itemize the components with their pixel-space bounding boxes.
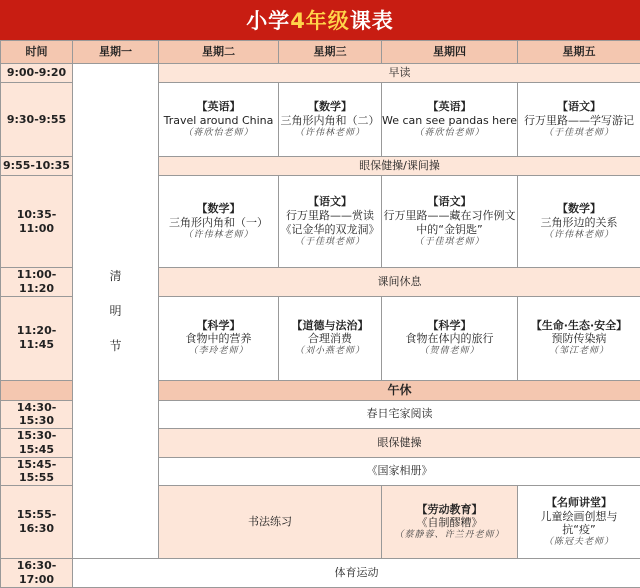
lesson-content: 食物中的营养 bbox=[159, 332, 278, 346]
time-cell: 14:30-15:30 bbox=[1, 400, 73, 429]
lesson-content-line2: 中的“金钥匙” bbox=[382, 223, 517, 237]
time-cell: 11:00-11:20 bbox=[1, 268, 73, 297]
table-row bbox=[1, 559, 640, 588]
time-cell: 10:35-11:00 bbox=[1, 176, 73, 268]
lesson-teacher: （许伟林老师） bbox=[518, 230, 640, 241]
lesson-content: We can see pandas here bbox=[382, 114, 517, 128]
span-cell: 课间休息 bbox=[159, 268, 640, 297]
time-cell: 15:55-16:30 bbox=[1, 486, 73, 559]
lesson-cell bbox=[382, 296, 518, 380]
lesson-cell bbox=[279, 83, 382, 157]
lesson-teacher: （李玲老师） bbox=[159, 346, 278, 357]
lesson-teacher: （于佳琪老师） bbox=[382, 237, 517, 248]
lesson-teacher: （蔡静蓉、许兰丹老师） bbox=[382, 530, 517, 541]
time-cell: 16:30-17:00 bbox=[1, 559, 73, 588]
lesson-cell bbox=[518, 296, 640, 380]
lesson-content: 行万里路——学写游记 bbox=[518, 114, 640, 128]
span-cell: 春日宅家阅读 bbox=[159, 400, 640, 429]
monday-holiday-cell bbox=[73, 64, 159, 559]
span-cell: 体育运动 bbox=[73, 559, 640, 588]
lesson-cell bbox=[279, 296, 382, 380]
lesson-subject: 【数学】 bbox=[518, 202, 640, 216]
title-part2: 课表 bbox=[350, 5, 394, 35]
time-cell: 15:45-15:55 bbox=[1, 457, 73, 486]
time-cell: 9:00-9:20 bbox=[1, 64, 73, 83]
header-wednesday: 星期三 bbox=[279, 41, 382, 64]
lesson-teacher: （于佳琪老师） bbox=[279, 237, 381, 248]
lesson-subject: 【劳动教育】 bbox=[382, 503, 517, 517]
lesson-subject: 【数学】 bbox=[159, 202, 278, 216]
lesson-content: 三角形内角和（一） bbox=[159, 216, 278, 230]
lesson-teacher: （贺倩老师） bbox=[382, 346, 517, 357]
lesson-subject: 【英语】 bbox=[159, 100, 278, 114]
lesson-content: 三角形内角和（二） bbox=[279, 114, 381, 128]
header-friday: 星期五 bbox=[518, 41, 640, 64]
lesson-cell bbox=[159, 296, 279, 380]
lesson-content: 《自制醪糟》 bbox=[382, 516, 517, 530]
monday-char: 清 bbox=[109, 269, 121, 284]
lesson-subject: 【数学】 bbox=[279, 100, 381, 114]
schedule-table bbox=[0, 40, 640, 588]
page-title bbox=[0, 0, 640, 40]
lesson-cell bbox=[518, 176, 640, 268]
lesson-subject: 【名师讲堂】 bbox=[518, 496, 640, 510]
lesson-cell bbox=[159, 83, 279, 157]
lesson-cell bbox=[279, 176, 382, 268]
lesson-content-line2: 抗“疫” bbox=[518, 523, 640, 537]
lesson-subject: 【语文】 bbox=[279, 195, 381, 209]
lesson-cell bbox=[518, 486, 640, 559]
table-row bbox=[1, 64, 640, 83]
header-tuesday: 星期二 bbox=[159, 41, 279, 64]
time-cell: 11:20-11:45 bbox=[1, 296, 73, 380]
title-grade: 4年级 bbox=[290, 5, 350, 35]
span-cell: 眼保健操/课间操 bbox=[159, 157, 640, 176]
lesson-subject: 【生命·生态·安全】 bbox=[518, 319, 640, 333]
lesson-cell bbox=[382, 486, 518, 559]
lesson-content: 三角形边的关系 bbox=[518, 216, 640, 230]
span-cell: 《国家相册》 bbox=[159, 457, 640, 486]
lesson-teacher: （于佳琪老师） bbox=[518, 128, 640, 139]
lesson-content: 合理消费 bbox=[279, 332, 381, 346]
lesson-teacher: （邹江老师） bbox=[518, 346, 640, 357]
header-time: 时间 bbox=[1, 41, 73, 64]
monday-char: 节 bbox=[109, 339, 121, 354]
time-cell-empty bbox=[1, 380, 73, 400]
lesson-cell bbox=[382, 83, 518, 157]
lesson-cell bbox=[382, 176, 518, 268]
lesson-content: 行万里路——赏读 bbox=[279, 209, 381, 223]
lesson-teacher: （蒋欣怡老师） bbox=[159, 128, 278, 139]
lesson-content: 预防传染病 bbox=[518, 332, 640, 346]
header-row bbox=[1, 41, 640, 64]
monday-char: 明 bbox=[109, 304, 121, 319]
header-thursday: 星期四 bbox=[382, 41, 518, 64]
title-part1: 小学 bbox=[246, 5, 290, 35]
lesson-subject: 【语文】 bbox=[382, 195, 517, 209]
time-cell: 15:30-15:45 bbox=[1, 429, 73, 458]
lesson-subject: 【科学】 bbox=[159, 319, 278, 333]
lesson-subject: 【英语】 bbox=[382, 100, 517, 114]
lesson-teacher: （刘小燕老师） bbox=[279, 346, 381, 357]
span-cell: 眼保健操 bbox=[159, 429, 640, 458]
lesson-content-line2: 《记金华的双龙洞》 bbox=[279, 223, 381, 237]
time-cell: 9:30-9:55 bbox=[1, 83, 73, 157]
lesson-cell bbox=[159, 176, 279, 268]
lesson-content: 食物在体内的旅行 bbox=[382, 332, 517, 346]
span-cell: 书法练习 bbox=[159, 486, 382, 559]
lesson-content: Travel around China bbox=[159, 114, 278, 128]
lesson-content: 行万里路——藏在习作例文 bbox=[382, 209, 517, 223]
lesson-subject: 【语文】 bbox=[518, 100, 640, 114]
lesson-teacher: （许伟林老师） bbox=[279, 128, 381, 139]
lesson-subject: 【道德与法治】 bbox=[279, 319, 381, 333]
lesson-subject: 【科学】 bbox=[382, 319, 517, 333]
noon-break-cell: 午休 bbox=[159, 380, 640, 400]
lesson-cell bbox=[518, 83, 640, 157]
time-cell: 9:55-10:35 bbox=[1, 157, 73, 176]
lesson-teacher: （许伟林老师） bbox=[159, 230, 278, 241]
header-monday: 星期一 bbox=[73, 41, 159, 64]
lesson-teacher: （陈冠夫老师） bbox=[518, 537, 640, 548]
span-cell: 早读 bbox=[159, 64, 640, 83]
lesson-teacher: （蒋欣怡老师） bbox=[382, 128, 517, 139]
lesson-content: 儿童绘画创想与 bbox=[518, 510, 640, 524]
